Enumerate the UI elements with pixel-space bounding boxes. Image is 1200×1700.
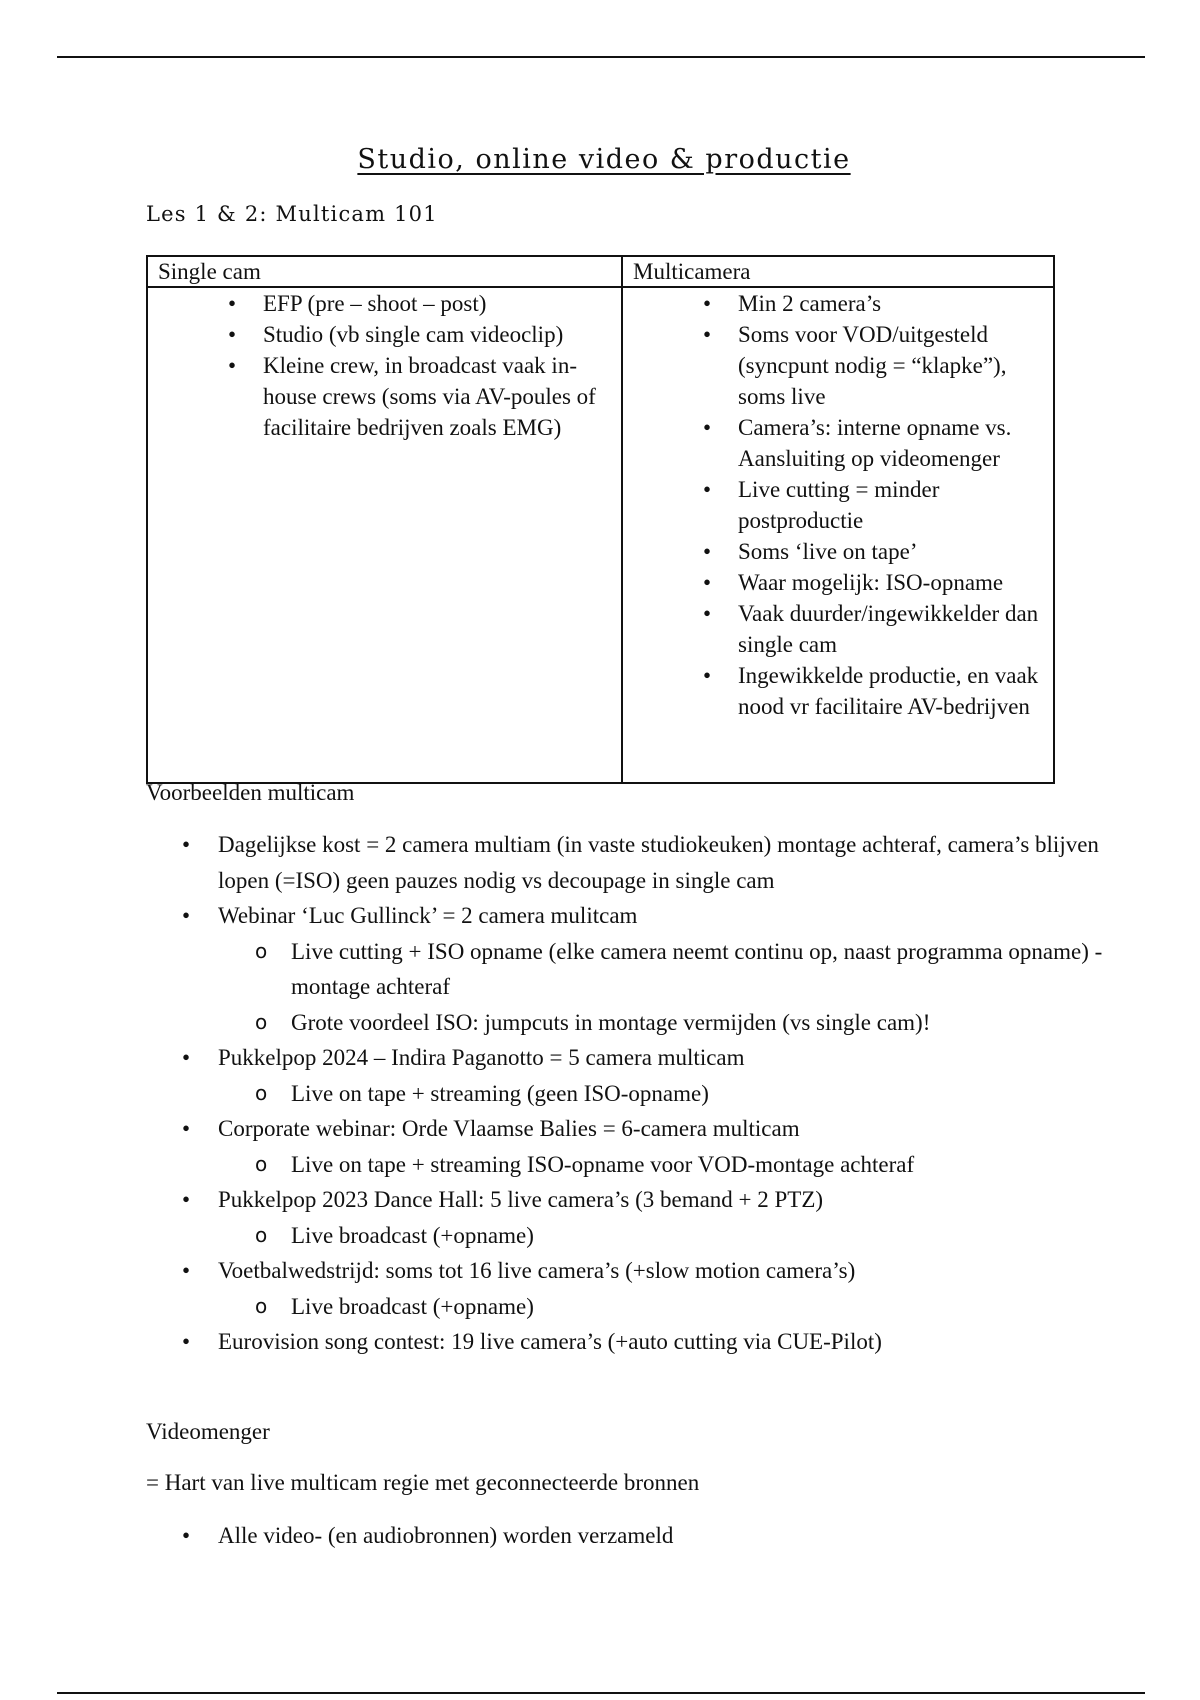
example-text: Dagelijkse kost = 2 camera multiam (in vaste studiokeuken) montage achteraf, camera’s blijven lopen (=ISO) geen pauzes nodig vs decoupage in single cam <box>218 832 1099 893</box>
example-item <box>218 1253 1118 1324</box>
example-item <box>218 898 1118 1040</box>
example-text: Pukkelpop 2023 Dance Hall: 5 live camera’s (3 bemand + 2 PTZ) <box>218 1187 824 1212</box>
examples-heading: Voorbeelden multicam <box>146 780 355 805</box>
example-item <box>218 1111 1118 1182</box>
list-item: • Min 2 camera’s <box>738 288 1043 319</box>
example-text: Voetbalwedstrijd: soms tot 16 live camera’s (+slow motion camera’s) <box>218 1258 856 1283</box>
example-sublist <box>218 1218 1118 1254</box>
list-item: • Camera’s: interne opname vs. Aansluiting op videomenger <box>738 412 1043 474</box>
header-single-cam: Single cam <box>147 256 622 287</box>
videomenger-definition: = Hart van live multicam regie met geconnecteerde bronnen <box>146 1470 700 1495</box>
example-sublist <box>218 1076 1118 1112</box>
list-item: • Waar mogelijk: ISO-opname <box>738 567 1043 598</box>
table-row <box>147 287 1054 783</box>
header-multicamera: Multicamera <box>622 256 1054 287</box>
example-sublist <box>218 1289 1118 1325</box>
example-item <box>218 1182 1118 1253</box>
sub-item: o Live cutting + ISO opname (elke camera neemt continu op, naast programma opname) - montage achteraf <box>291 934 1118 1005</box>
example-item <box>218 1324 1118 1360</box>
videomenger-heading: Videomenger <box>146 1419 270 1444</box>
list-item: • Ingewikkelde productie, en vaak nood vr facilitaire AV-bedrijven <box>738 660 1043 722</box>
example-text: Eurovision song contest: 19 live camera’s (+auto cutting via CUE-Pilot) <box>218 1329 882 1354</box>
bottom-rule <box>57 1692 1145 1694</box>
list-item: • Studio (vb single cam videoclip) <box>263 319 611 350</box>
sub-item: o Live broadcast (+opname) <box>291 1218 1118 1254</box>
table-header-row <box>147 256 1054 287</box>
example-sublist <box>218 934 1118 1041</box>
document-title: Studio, online video & productie <box>357 144 851 175</box>
sub-item: o Live on tape + streaming ISO-opname voor VOD-montage achteraf <box>291 1147 1118 1183</box>
multicam-list <box>633 288 1043 722</box>
list-item: • Vaak duurder/ingewikkelder dan single cam <box>738 598 1043 660</box>
single-cam-list <box>158 288 611 443</box>
sub-item: o Live broadcast (+opname) <box>291 1289 1118 1325</box>
multicam-cell <box>622 287 1054 783</box>
comparison-table <box>146 255 1055 784</box>
list-item: • Kleine crew, in broadcast vaak in-house crews (soms via AV-poules of facilitaire bedrijven zoals EMG) <box>263 350 611 443</box>
single-cam-cell <box>147 287 622 783</box>
example-text: Webinar ‘Luc Gullinck’ = 2 camera mulitcam <box>218 903 638 928</box>
top-rule <box>57 56 1145 58</box>
list-item: • Alle video- (en audiobronnen) worden verzameld <box>218 1518 1158 1554</box>
lesson-subtitle: Les 1 & 2: Multicam 101 <box>146 202 438 226</box>
list-item: • Soms ‘live on tape’ <box>738 536 1043 567</box>
sub-item: o Live on tape + streaming (geen ISO-opname) <box>291 1076 1118 1112</box>
list-item: • Live cutting = minder postproductie <box>738 474 1043 536</box>
example-item <box>218 827 1118 898</box>
example-item <box>218 1040 1118 1111</box>
example-text: Pukkelpop 2024 – Indira Paganotto = 5 camera multicam <box>218 1045 745 1070</box>
examples-list <box>146 827 1118 1360</box>
videomenger-list <box>146 1518 1158 1554</box>
sub-item: o Grote voordeel ISO: jumpcuts in montage vermijden (vs single cam)! <box>291 1005 1118 1041</box>
list-item: • EFP (pre – shoot – post) <box>263 288 611 319</box>
example-text: Corporate webinar: Orde Vlaamse Balies = 6-camera multicam <box>218 1116 800 1141</box>
list-item: • Soms voor VOD/uitgesteld (syncpunt nodig = “klapke”), soms live <box>738 319 1043 412</box>
example-sublist <box>218 1147 1118 1183</box>
